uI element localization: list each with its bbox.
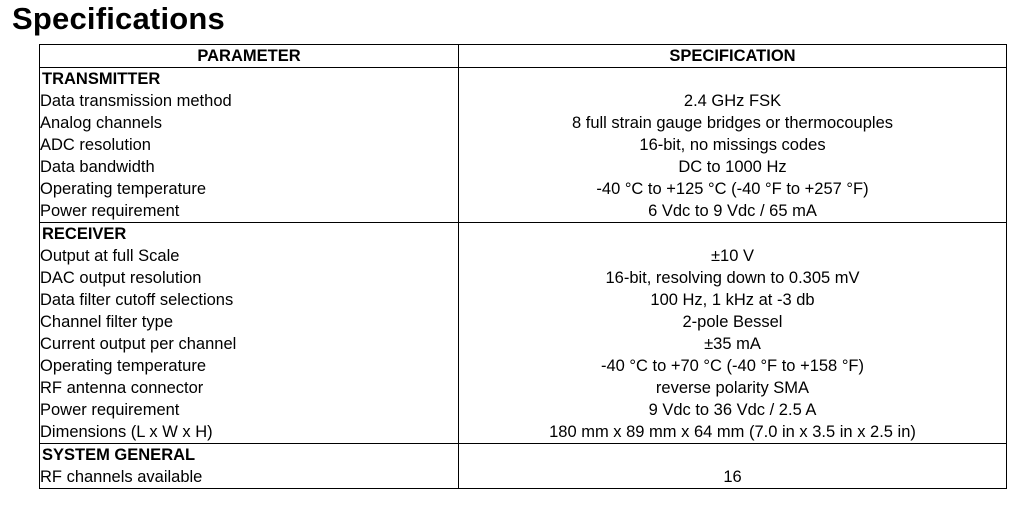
section-row (40, 223, 1007, 246)
parameter-cell: Power requirement (40, 200, 459, 223)
table-row (40, 311, 1007, 333)
table-row (40, 421, 1007, 444)
parameter-cell: Data filter cutoff selections (40, 289, 459, 311)
section-empty-cell (459, 223, 1007, 246)
specification-cell: 9 Vdc to 36 Vdc / 2.5 A (459, 399, 1007, 421)
table-row (40, 200, 1007, 223)
parameter-cell: DAC output resolution (40, 267, 459, 289)
specification-cell: reverse polarity SMA (459, 377, 1007, 399)
table-row (40, 156, 1007, 178)
parameter-cell: RF channels available (40, 466, 459, 489)
parameter-cell: Current output per channel (40, 333, 459, 355)
parameter-cell: Power requirement (40, 399, 459, 421)
column-header-specification: SPECIFICATION (459, 45, 1007, 68)
parameter-cell: RF antenna connector (40, 377, 459, 399)
section-empty-cell (459, 444, 1007, 467)
table-row (40, 178, 1007, 200)
table-row (40, 466, 1007, 489)
table-row (40, 134, 1007, 156)
specifications-table (39, 44, 1007, 489)
table-row (40, 90, 1007, 112)
table-row (40, 333, 1007, 355)
parameter-cell: ADC resolution (40, 134, 459, 156)
section-row (40, 444, 1007, 467)
parameter-cell: Channel filter type (40, 311, 459, 333)
column-header-parameter: PARAMETER (40, 45, 459, 68)
specification-cell: 100 Hz, 1 kHz at -3 db (459, 289, 1007, 311)
table-row (40, 245, 1007, 267)
specification-cell: 2.4 GHz FSK (459, 90, 1007, 112)
page-title: Specifications (12, 1, 225, 36)
specification-cell: DC to 1000 Hz (459, 156, 1007, 178)
table-body (40, 68, 1007, 489)
table-row (40, 289, 1007, 311)
table-row (40, 112, 1007, 134)
specification-cell: -40 °C to +125 °C (-40 °F to +257 °F) (459, 178, 1007, 200)
specification-cell: 180 mm x 89 mm x 64 mm (7.0 in x 3.5 in x 2.5 in) (459, 421, 1007, 444)
specification-cell: ±35 mA (459, 333, 1007, 355)
specification-cell: 16 (459, 466, 1007, 489)
section-title: SYSTEM GENERAL (40, 444, 459, 467)
table-row (40, 355, 1007, 377)
section-empty-cell (459, 68, 1007, 91)
specification-cell: 2-pole Bessel (459, 311, 1007, 333)
section-title: TRANSMITTER (40, 68, 459, 91)
specification-cell: 8 full strain gauge bridges or thermocouples (459, 112, 1007, 134)
specification-cell: ±10 V (459, 245, 1007, 267)
parameter-cell: Dimensions (L x W x H) (40, 421, 459, 444)
parameter-cell: Operating temperature (40, 355, 459, 377)
parameter-cell: Data bandwidth (40, 156, 459, 178)
specification-cell: -40 °C to +70 °C (-40 °F to +158 °F) (459, 355, 1007, 377)
parameter-cell: Operating temperature (40, 178, 459, 200)
table-row (40, 377, 1007, 399)
parameter-cell: Output at full Scale (40, 245, 459, 267)
table-row (40, 399, 1007, 421)
section-row (40, 68, 1007, 91)
specification-cell: 16-bit, no missings codes (459, 134, 1007, 156)
parameter-cell: Data transmission method (40, 90, 459, 112)
table-row (40, 267, 1007, 289)
section-title: RECEIVER (40, 223, 459, 246)
specification-cell: 6 Vdc to 9 Vdc / 65 mA (459, 200, 1007, 223)
table-header-row (40, 45, 1007, 68)
specification-cell: 16-bit, resolving down to 0.305 mV (459, 267, 1007, 289)
parameter-cell: Analog channels (40, 112, 459, 134)
